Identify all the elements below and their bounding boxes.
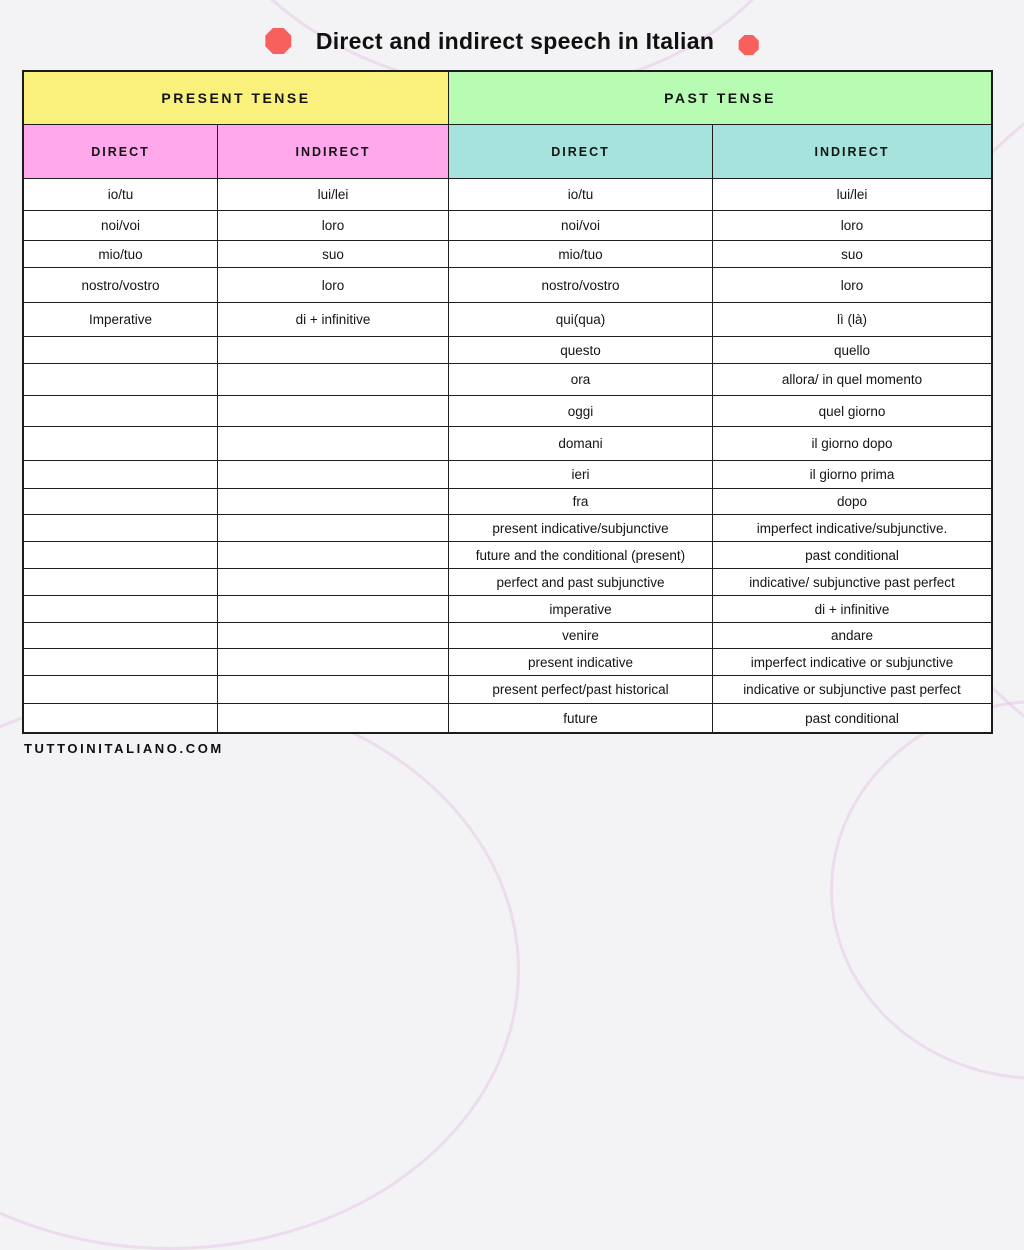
table-cell: qui(qua): [449, 303, 713, 337]
table-cell: [218, 427, 449, 461]
page-title: Direct and indirect speech in Italian: [315, 27, 715, 54]
decorative-curve: [830, 700, 1024, 1080]
table-cell: [24, 676, 218, 704]
table-cell: [24, 515, 218, 542]
table-cell: [218, 364, 449, 396]
table-cell: future and the conditional (present): [449, 542, 713, 569]
table-cell: present perfect/past historical: [449, 676, 713, 704]
decorative-curve: [0, 690, 520, 1250]
table-cell: [218, 649, 449, 676]
table-cell: [218, 396, 449, 427]
table-cell: [218, 461, 449, 489]
table-cell: nostro/vostro: [449, 268, 713, 303]
table-cell: io/tu: [24, 179, 218, 211]
octagon-blob-icon: [265, 28, 292, 55]
table-cell: [24, 461, 218, 489]
table-cell: present indicative: [449, 649, 713, 676]
table-cell: suo: [218, 241, 449, 268]
table-cell: [218, 569, 449, 596]
table-cell: ieri: [449, 461, 713, 489]
octagon-blob-icon: [738, 35, 759, 56]
table-cell: past conditional: [805, 710, 899, 726]
table-cell: [24, 489, 218, 515]
table-cell: loro: [713, 211, 991, 241]
table-cell: il giorno dopo: [713, 427, 991, 461]
table-cell: future: [449, 704, 713, 732]
table-cell: loro: [713, 268, 991, 303]
table-cell: imperfect indicative/subjunctive.: [713, 515, 991, 542]
table-cell: past conditional: [713, 542, 991, 569]
table-cell: ora: [449, 364, 713, 396]
table-cell: allora/ in quel momento: [713, 364, 991, 396]
table-cell: [218, 704, 449, 732]
table-cell: nostro/vostro: [24, 268, 218, 303]
table-cell: andare: [713, 623, 991, 649]
table-cell: dopo: [713, 489, 991, 515]
table-cell: venire: [449, 623, 713, 649]
website-url: TUTTOINITALIANO.COM: [24, 741, 224, 756]
table-cell: di + infinitive: [713, 596, 991, 623]
table-cell: il giorno prima: [713, 461, 991, 489]
table-cell: [218, 515, 449, 542]
table-cell: noi/voi: [24, 211, 218, 241]
table-cell: domani: [449, 427, 713, 461]
table-cell: [24, 396, 218, 427]
table-cell: Imperative: [24, 303, 218, 337]
table-cell: imperative: [449, 596, 713, 623]
table-cell: [24, 542, 218, 569]
column-header-past-indirect: INDIRECT: [713, 125, 991, 179]
table-cell: lui/lei: [218, 179, 449, 211]
speech-comparison-table: [22, 70, 993, 734]
table-cell: loro: [218, 268, 449, 303]
table-cell: quel giorno: [713, 396, 991, 427]
column-header-present-direct: DIRECT: [24, 125, 218, 179]
table-cell: [24, 704, 218, 732]
table-cell: [218, 676, 449, 704]
column-header-past-direct: DIRECT: [449, 125, 713, 179]
title-bar: [0, 18, 1024, 64]
table-cell: fra: [449, 489, 713, 515]
table-cell: questo: [449, 337, 713, 364]
column-group-present-tense: PRESENT TENSE: [24, 72, 449, 125]
table-cell: imperfect indicative or subjunctive: [713, 649, 991, 676]
table-cell: lì (là): [713, 303, 991, 337]
table-cell: [218, 542, 449, 569]
table-cell: loro: [218, 211, 449, 241]
table-cell: [24, 427, 218, 461]
table-cell: indicative/ subjunctive past perfect: [713, 569, 991, 596]
table-cell: [218, 596, 449, 623]
table-cell: indicative or subjunctive past perfect: [713, 676, 991, 704]
table-cell: perfect and past subjunctive: [449, 569, 713, 596]
table-cell: [24, 649, 218, 676]
table-cell: [24, 623, 218, 649]
table-cell: [24, 364, 218, 396]
table-cell: mio/tuo: [449, 241, 713, 268]
column-group-past-tense: PAST TENSE: [449, 72, 991, 125]
column-header-present-indirect: INDIRECT: [218, 125, 449, 179]
table-cell: [218, 489, 449, 515]
table-cell: noi/voi: [449, 211, 713, 241]
table-cell: io/tu: [449, 179, 713, 211]
table-cell: [24, 337, 218, 364]
table-cell: [218, 623, 449, 649]
table-cell: quello: [713, 337, 991, 364]
table-cell: present indicative/subjunctive: [449, 515, 713, 542]
table-cell: mio/tuo: [24, 241, 218, 268]
table-cell: suo: [713, 241, 991, 268]
table-cell: oggi: [449, 396, 713, 427]
table-cell: lui/lei: [713, 179, 991, 211]
table-cell: di + infinitive: [218, 303, 449, 337]
table-cell: [218, 337, 449, 364]
table-cell: [24, 569, 218, 596]
table-cell: [24, 596, 218, 623]
